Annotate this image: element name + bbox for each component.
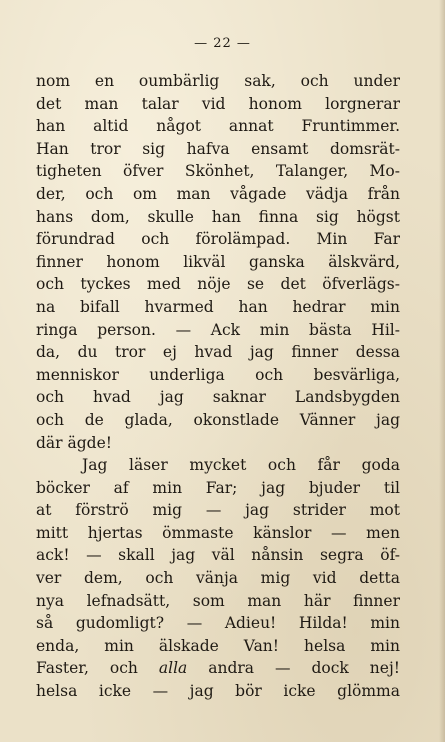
text-line: böcker af min Far; jag bjuder til [36, 478, 400, 497]
text-line: nom en oumbärlig sak, och under [36, 72, 400, 90]
text-line: finner honom likväl ganska älskvärd, [36, 252, 400, 271]
italic-word: alla [158, 659, 188, 678]
text-line: och hvad jag saknar Landsbygden [36, 388, 400, 407]
text-segment: andra — dock nej! [187, 659, 400, 678]
text-line: na bifall hvarmed han hedrar min [36, 297, 400, 316]
text-line: han altid något annat Fruntimmer. [36, 117, 400, 136]
text-segment: Faster, och [36, 659, 159, 678]
text-line: hans dom, skulle han finna sig högst [36, 207, 400, 226]
text-line: da, du tror ej hvad jag finner dessa [36, 343, 400, 362]
text-line: helsa icke — jag bör icke glömma [36, 682, 400, 701]
text-line: tigheten öfver Skönhet, Talanger, Mo- [36, 162, 400, 181]
text-line: ver dem, och vänja mig vid detta [36, 569, 400, 588]
text-line: det man talar vid honom lorgnerar [36, 94, 400, 113]
body-text [36, 70, 400, 703]
text-line: och de glada, okonstlade Vänner jag [36, 410, 400, 429]
paragraph-start-line: Jag läser mycket och får goda [82, 456, 400, 475]
text-line: ringa person. — Ack min bästa Hil- [36, 320, 400, 339]
text-line: förundrad och förolämpad. Min Far [36, 230, 400, 249]
text-line: mitt hjertas ömmaste känslor — men [36, 523, 400, 542]
text-line: och tyckes med nöje se det öfverlägs- [36, 275, 400, 294]
text-line: der, och om man vågade vädja från [36, 184, 400, 203]
page-edge-shadow [439, 0, 445, 742]
text-line: menniskor underliga och besvärliga, [36, 365, 400, 384]
text-line: nya lefnadsätt, som man här finner [36, 591, 400, 610]
paragraph-end-line: där ägde! [36, 433, 112, 452]
text-line: at förströ mig — jag strider mot [36, 501, 400, 520]
text-line: ack! — skall jag väl nånsin segra öf- [36, 546, 400, 565]
text-line: så gudomligt? — Adieu! Hilda! min [36, 614, 400, 633]
text-line: Han tror sig hafva ensamt domsrät- [36, 139, 400, 158]
page-number: — 22 — [194, 36, 251, 51]
text-line-with-italic [36, 657, 400, 680]
text-line: enda, min älskade Van! helsa min [36, 636, 400, 655]
